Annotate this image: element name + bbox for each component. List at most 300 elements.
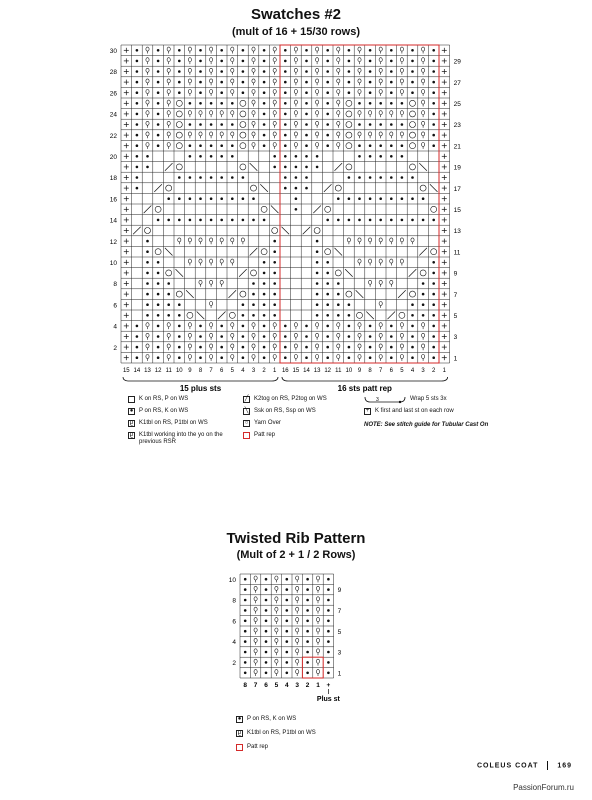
column-number: 13: [144, 368, 151, 374]
column-number: 15: [122, 368, 130, 374]
purl-mark: [369, 219, 372, 222]
legend-k1tbl-yo: ϱ K1tbl working into the yo on the previous RSR: [129, 432, 223, 445]
purl-mark: [284, 123, 287, 126]
twisted-mark: [210, 90, 213, 94]
ssk-mark: [186, 290, 194, 298]
twisted-mark: [273, 47, 276, 51]
twisted-mark: [210, 259, 213, 263]
watermark: PassionForum.ru: [513, 783, 574, 792]
purl-mark: [411, 346, 414, 349]
twisted-mark: [188, 355, 191, 359]
purl-mark: [252, 303, 255, 306]
purl-mark: [210, 102, 213, 105]
purl-mark: [284, 155, 287, 158]
purl-mark: [284, 113, 287, 116]
twisted-mark: [146, 47, 149, 51]
twisted-mark: [400, 47, 403, 51]
purl-mark: [199, 346, 202, 349]
column-number: 8: [198, 368, 203, 374]
purl-mark: [306, 599, 309, 602]
purl-mark: [199, 219, 202, 222]
yarn-over-mark: [176, 132, 182, 138]
purl-mark: [252, 314, 255, 317]
twisted-mark: [220, 111, 223, 115]
purl-mark: [327, 588, 330, 591]
bracket-right: [282, 377, 448, 381]
purl-mark: [337, 219, 340, 222]
purl-mark: [265, 609, 268, 612]
twisted-mark: [358, 111, 361, 115]
purl-mark: [265, 588, 268, 591]
twisted-mark: [316, 355, 319, 359]
twisted-mark: [178, 238, 181, 242]
twisted-mark: [400, 355, 403, 359]
purl-mark: [316, 282, 319, 285]
yarn-over-mark: [251, 185, 257, 191]
purl-mark: [136, 356, 139, 359]
ssk-icon: ╲: [244, 408, 249, 414]
purl-mark: [242, 325, 245, 328]
purl-mark: [167, 293, 170, 296]
purl-mark: [284, 166, 287, 169]
row-number-left: 18: [109, 175, 117, 183]
purl-mark: [411, 197, 414, 200]
k2tog-mark: [303, 227, 311, 235]
twisted-mark: [146, 355, 149, 359]
column-number: 6: [220, 368, 224, 374]
yarn-over-mark: [176, 122, 182, 128]
twisted-mark: [358, 355, 361, 359]
yarn-over-mark: [261, 249, 267, 255]
page-number: 169: [557, 762, 572, 770]
row-number-left: 10: [109, 259, 117, 267]
twisted-mark: [358, 68, 361, 72]
twisted-mark: [275, 659, 278, 663]
yarn-over-mark: [410, 143, 416, 149]
column-number: 5: [274, 682, 279, 689]
chart2-title: Twisted Rib Pattern: [226, 530, 366, 547]
purl-mark: [305, 60, 308, 63]
twisted-mark: [316, 68, 319, 72]
twisted-mark: [379, 132, 382, 136]
purl-mark: [326, 102, 329, 105]
purl-mark: [369, 123, 372, 126]
twisted-mark: [188, 259, 191, 263]
chart2-subtitle: (Mult of 2 + 1 / 2 Rows): [236, 549, 356, 561]
twisted-mark: [400, 238, 403, 242]
twisted-mark: [146, 90, 149, 94]
purl-mark: [369, 70, 372, 73]
purl-mark: [379, 102, 382, 105]
purl-mark: [178, 219, 181, 222]
twisted-mark: [337, 68, 340, 72]
twisted-mark: [231, 238, 234, 242]
purl-mark: [157, 134, 160, 137]
purl-mark: [220, 325, 223, 328]
purl-mark: [358, 155, 361, 158]
purl-mark: [265, 640, 268, 643]
yarn-over-mark: [410, 164, 416, 170]
row-number-right: 5: [453, 312, 458, 320]
twisted-mark: [358, 79, 361, 83]
purl-mark: [220, 102, 223, 105]
yarn-over-mark: [176, 111, 182, 117]
twisted-stitch-icon: ϱ: [129, 420, 134, 426]
column-number: 2: [432, 368, 436, 374]
twisted-mark: [231, 259, 234, 263]
purl-mark: [422, 314, 425, 317]
twisted-mark: [294, 323, 297, 327]
twisted-mark: [316, 121, 319, 125]
column-number: 1: [442, 368, 446, 374]
purl-mark: [178, 335, 181, 338]
purl-mark: [326, 314, 329, 317]
twisted-mark: [390, 280, 393, 284]
purl-mark: [252, 197, 255, 200]
twisted-mark: [337, 121, 340, 125]
purl-mark: [178, 176, 181, 179]
purl-mark: [263, 303, 266, 306]
purl-mark: [199, 123, 202, 126]
twisted-mark: [252, 355, 255, 359]
k2tog-icon: ╱: [244, 396, 249, 402]
twisted-mark: [252, 323, 255, 327]
purl-mark: [244, 588, 247, 591]
twisted-mark: [337, 323, 340, 327]
bracket-left-label: 15 plus sts: [179, 384, 222, 393]
row-number-right: 21: [453, 143, 461, 151]
purl-mark: [305, 346, 308, 349]
purl-mark: [263, 49, 266, 52]
twisted-mark: [252, 333, 255, 337]
purl-mark: [284, 134, 287, 137]
twisted-mark: [275, 649, 278, 653]
legend-k2tog: ╱ K2tog on RS, P2tog on WS: [244, 396, 327, 402]
twisted-mark: [369, 280, 372, 284]
purl-mark: [146, 261, 149, 264]
purl-mark: [263, 335, 266, 338]
purl-mark: [244, 661, 247, 664]
purl-mark: [390, 155, 393, 158]
purl-mark: [284, 335, 287, 338]
purl-mark: [242, 197, 245, 200]
svg-text:3: 3: [376, 397, 379, 403]
twisted-mark: [275, 618, 278, 622]
twisted-mark: [294, 68, 297, 72]
purl-mark: [210, 144, 213, 147]
purl-mark: [178, 70, 181, 73]
purl-mark: [284, 91, 287, 94]
purl-mark: [263, 356, 266, 359]
k2tog-mark: [409, 269, 417, 277]
purl-mark: [326, 134, 329, 137]
row-number-left: 16: [109, 196, 117, 204]
legend2-k1tbl: ϱ K1tbl on RS, P1tbl on WS: [237, 730, 316, 736]
purl-mark: [327, 609, 330, 612]
twisted-stitch-icon: ϱ: [237, 730, 242, 736]
yarn-over-mark: [240, 143, 246, 149]
purl-mark: [231, 197, 234, 200]
twisted-mark: [316, 649, 319, 653]
yarn-over-mark: [251, 270, 257, 276]
yarn-over-mark: [166, 185, 172, 191]
purl-mark: [369, 60, 372, 63]
purl-mark: [379, 219, 382, 222]
purl-mark: [146, 282, 149, 285]
purl-mark: [358, 176, 361, 179]
twisted-mark: [294, 100, 297, 104]
purl-mark: [316, 240, 319, 243]
twisted-mark: [167, 58, 170, 62]
legend-k1tbl: ϱ K1tbl on RS, P1tbl on WS: [129, 420, 208, 426]
purl-mark: [432, 113, 435, 116]
twisted-mark: [316, 79, 319, 83]
purl-mark: [220, 123, 223, 126]
twisted-mark: [422, 355, 425, 359]
purl-mark: [273, 303, 276, 306]
ssk-mark: [271, 206, 279, 214]
purl-mark: [369, 197, 372, 200]
twisted-mark: [390, 238, 393, 242]
purl-mark: [244, 620, 247, 623]
twisted-mark: [188, 111, 191, 115]
legend-purl: ● P on RS, K on WS: [129, 408, 189, 414]
purl-mark: [263, 91, 266, 94]
twisted-mark: [254, 628, 257, 632]
chart1-subtitle: (mult of 16 + 15/30 rows): [231, 26, 361, 38]
purl-mark: [157, 60, 160, 63]
purl-mark: [265, 630, 268, 633]
twisted-mark: [146, 121, 149, 125]
twisted-mark: [210, 47, 213, 51]
legend-knit: K on RS, P on WS: [128, 396, 233, 403]
yarn-over-mark: [240, 100, 246, 106]
bracket-left: [123, 377, 278, 381]
column-number: 12: [324, 368, 332, 374]
purl-mark: [316, 314, 319, 317]
twisted-mark: [241, 238, 244, 242]
purl-mark: [305, 335, 308, 338]
twisted-mark: [379, 355, 382, 359]
purl-mark: [390, 346, 393, 349]
purl-mark: [210, 155, 213, 158]
twisted-mark: [316, 333, 319, 337]
purl-mark: [306, 661, 309, 664]
twisted-mark: [337, 355, 340, 359]
purl-mark: [178, 346, 181, 349]
purl-mark: [401, 197, 404, 200]
purl-mark: [284, 60, 287, 63]
twisted-mark: [188, 333, 191, 337]
twisted-mark: [379, 333, 382, 337]
purl-mark: [390, 219, 393, 222]
twisted-mark: [422, 344, 425, 348]
purl-mark: [411, 60, 414, 63]
purl-mark: [244, 651, 247, 654]
purl-mark: [401, 102, 404, 105]
twisted-mark: [167, 333, 170, 337]
legend2-purl: ● P on RS, K on WS: [237, 716, 297, 722]
purl-mark: [265, 672, 268, 675]
twisted-mark: [296, 576, 299, 580]
purl-mark: [157, 49, 160, 52]
purl-mark: [348, 356, 351, 359]
twisted-mark: [379, 68, 382, 72]
yarn-over-mark: [410, 291, 416, 297]
yarn-over-icon: ○: [244, 420, 249, 426]
twisted-mark: [199, 280, 202, 284]
k2tog-mark: [388, 312, 396, 320]
purl-mark: [136, 335, 139, 338]
row-number-right: 15: [453, 206, 461, 214]
legend-ssk: ╲ Ssk on RS, Ssp on WS: [244, 408, 316, 414]
purl-mark: [178, 303, 181, 306]
purl-mark: [348, 91, 351, 94]
twisted-mark: [379, 238, 382, 242]
purl-mark: [273, 293, 276, 296]
purl-mark: [327, 672, 330, 675]
twisted-mark: [422, 143, 425, 147]
twisted-mark: [379, 90, 382, 94]
purl-mark: [220, 356, 223, 359]
purl-mark: [326, 70, 329, 73]
purl-mark: [167, 282, 170, 285]
purl-mark: [432, 219, 435, 222]
purl-mark: [242, 60, 245, 63]
legend-patt-rep: Patt rep: [243, 432, 353, 439]
purl-mark: [286, 599, 289, 602]
purl-mark: [189, 144, 192, 147]
yarn-over-mark: [166, 270, 172, 276]
purl-mark: [231, 102, 234, 105]
yarn-over-mark: [240, 122, 246, 128]
twisted-mark: [337, 333, 340, 337]
purl-mark: [136, 102, 139, 105]
twisted-mark: [254, 649, 257, 653]
purl-mark: [411, 325, 414, 328]
purl-mark: [305, 49, 308, 52]
twisted-mark: [422, 323, 425, 327]
purl-mark: [263, 219, 266, 222]
purl-mark: [286, 578, 289, 581]
purl-mark: [305, 102, 308, 105]
k2tog-mark: [133, 227, 141, 235]
purl-mark: [348, 49, 351, 52]
twisted-mark: [167, 68, 170, 72]
twisted-mark: [400, 111, 403, 115]
purl-mark: [220, 70, 223, 73]
twisted-mark: [296, 586, 299, 590]
twisted-mark: [146, 100, 149, 104]
twisted-mark: [379, 259, 382, 263]
purl-mark: [337, 303, 340, 306]
twisted-mark: [146, 344, 149, 348]
purl-mark: [273, 250, 276, 253]
twisted-mark: [358, 259, 361, 263]
twisted-mark: [400, 323, 403, 327]
twisted-mark: [220, 238, 223, 242]
purl-mark: [220, 91, 223, 94]
purl-mark: [369, 325, 372, 328]
row-number-right: 23: [453, 122, 461, 130]
purl-mark: [136, 123, 139, 126]
column-number: 9: [357, 368, 362, 374]
purl-mark: [220, 346, 223, 349]
purl-mark: [369, 49, 372, 52]
purl-mark: [326, 123, 329, 126]
twisted-mark: [369, 259, 372, 263]
purl-mark: [411, 81, 414, 84]
row-number-left: 24: [109, 111, 117, 119]
purl-mark: [327, 578, 330, 581]
row-number-left: 26: [109, 90, 117, 98]
yarn-over-mark: [176, 100, 182, 106]
purl-mark: [305, 70, 308, 73]
twisted-mark: [337, 111, 340, 115]
purl-mark: [242, 314, 245, 317]
purl-mark: [231, 144, 234, 147]
ssk-mark: [345, 269, 353, 277]
twisted-mark: [422, 132, 425, 136]
twisted-mark: [294, 344, 297, 348]
purl-mark: [316, 261, 319, 264]
twisted-mark: [252, 58, 255, 62]
purl-mark: [157, 335, 160, 338]
purl-mark: [432, 49, 435, 52]
patt-rep-icon: [243, 432, 250, 439]
yarn-over-mark: [410, 122, 416, 128]
ssk-mark: [176, 269, 184, 277]
column-number: 7: [379, 368, 383, 374]
purl-mark: [306, 578, 309, 581]
purl-mark: [220, 197, 223, 200]
twisted-mark: [316, 47, 319, 51]
purl-mark: [263, 282, 266, 285]
column-number: 14: [303, 368, 310, 374]
twisted-mark: [422, 79, 425, 83]
twisted-mark: [210, 132, 213, 136]
purl-mark: [316, 166, 319, 169]
twisted-mark: [294, 47, 297, 51]
purl-mark: [348, 325, 351, 328]
twisted-mark: [254, 576, 257, 580]
purl-mark: [242, 335, 245, 338]
purl-mark: [401, 144, 404, 147]
purl-mark: [432, 335, 435, 338]
purl-mark: [326, 335, 329, 338]
twisted-mark: [316, 659, 319, 663]
purl-mark: [136, 91, 139, 94]
purl-mark: [263, 102, 266, 105]
twisted-mark: [296, 618, 299, 622]
legend-yo: ○ Yarn Over: [244, 420, 281, 426]
purl-mark: [284, 102, 287, 105]
twisted-mark: [210, 280, 213, 284]
purl-mark: [295, 208, 298, 211]
twisted-mark: [316, 638, 319, 642]
twisted-mark: [316, 111, 319, 115]
purl-mark: [220, 155, 223, 158]
purl-mark: [136, 346, 139, 349]
twisted-mark: [275, 638, 278, 642]
purl-mark: [305, 144, 308, 147]
purl-mark: [136, 155, 139, 158]
column-number: 4: [241, 368, 245, 374]
twisted-mark: [422, 100, 425, 104]
column-number: 2: [262, 368, 266, 374]
purl-mark: [326, 60, 329, 63]
twisted-mark: [188, 58, 191, 62]
